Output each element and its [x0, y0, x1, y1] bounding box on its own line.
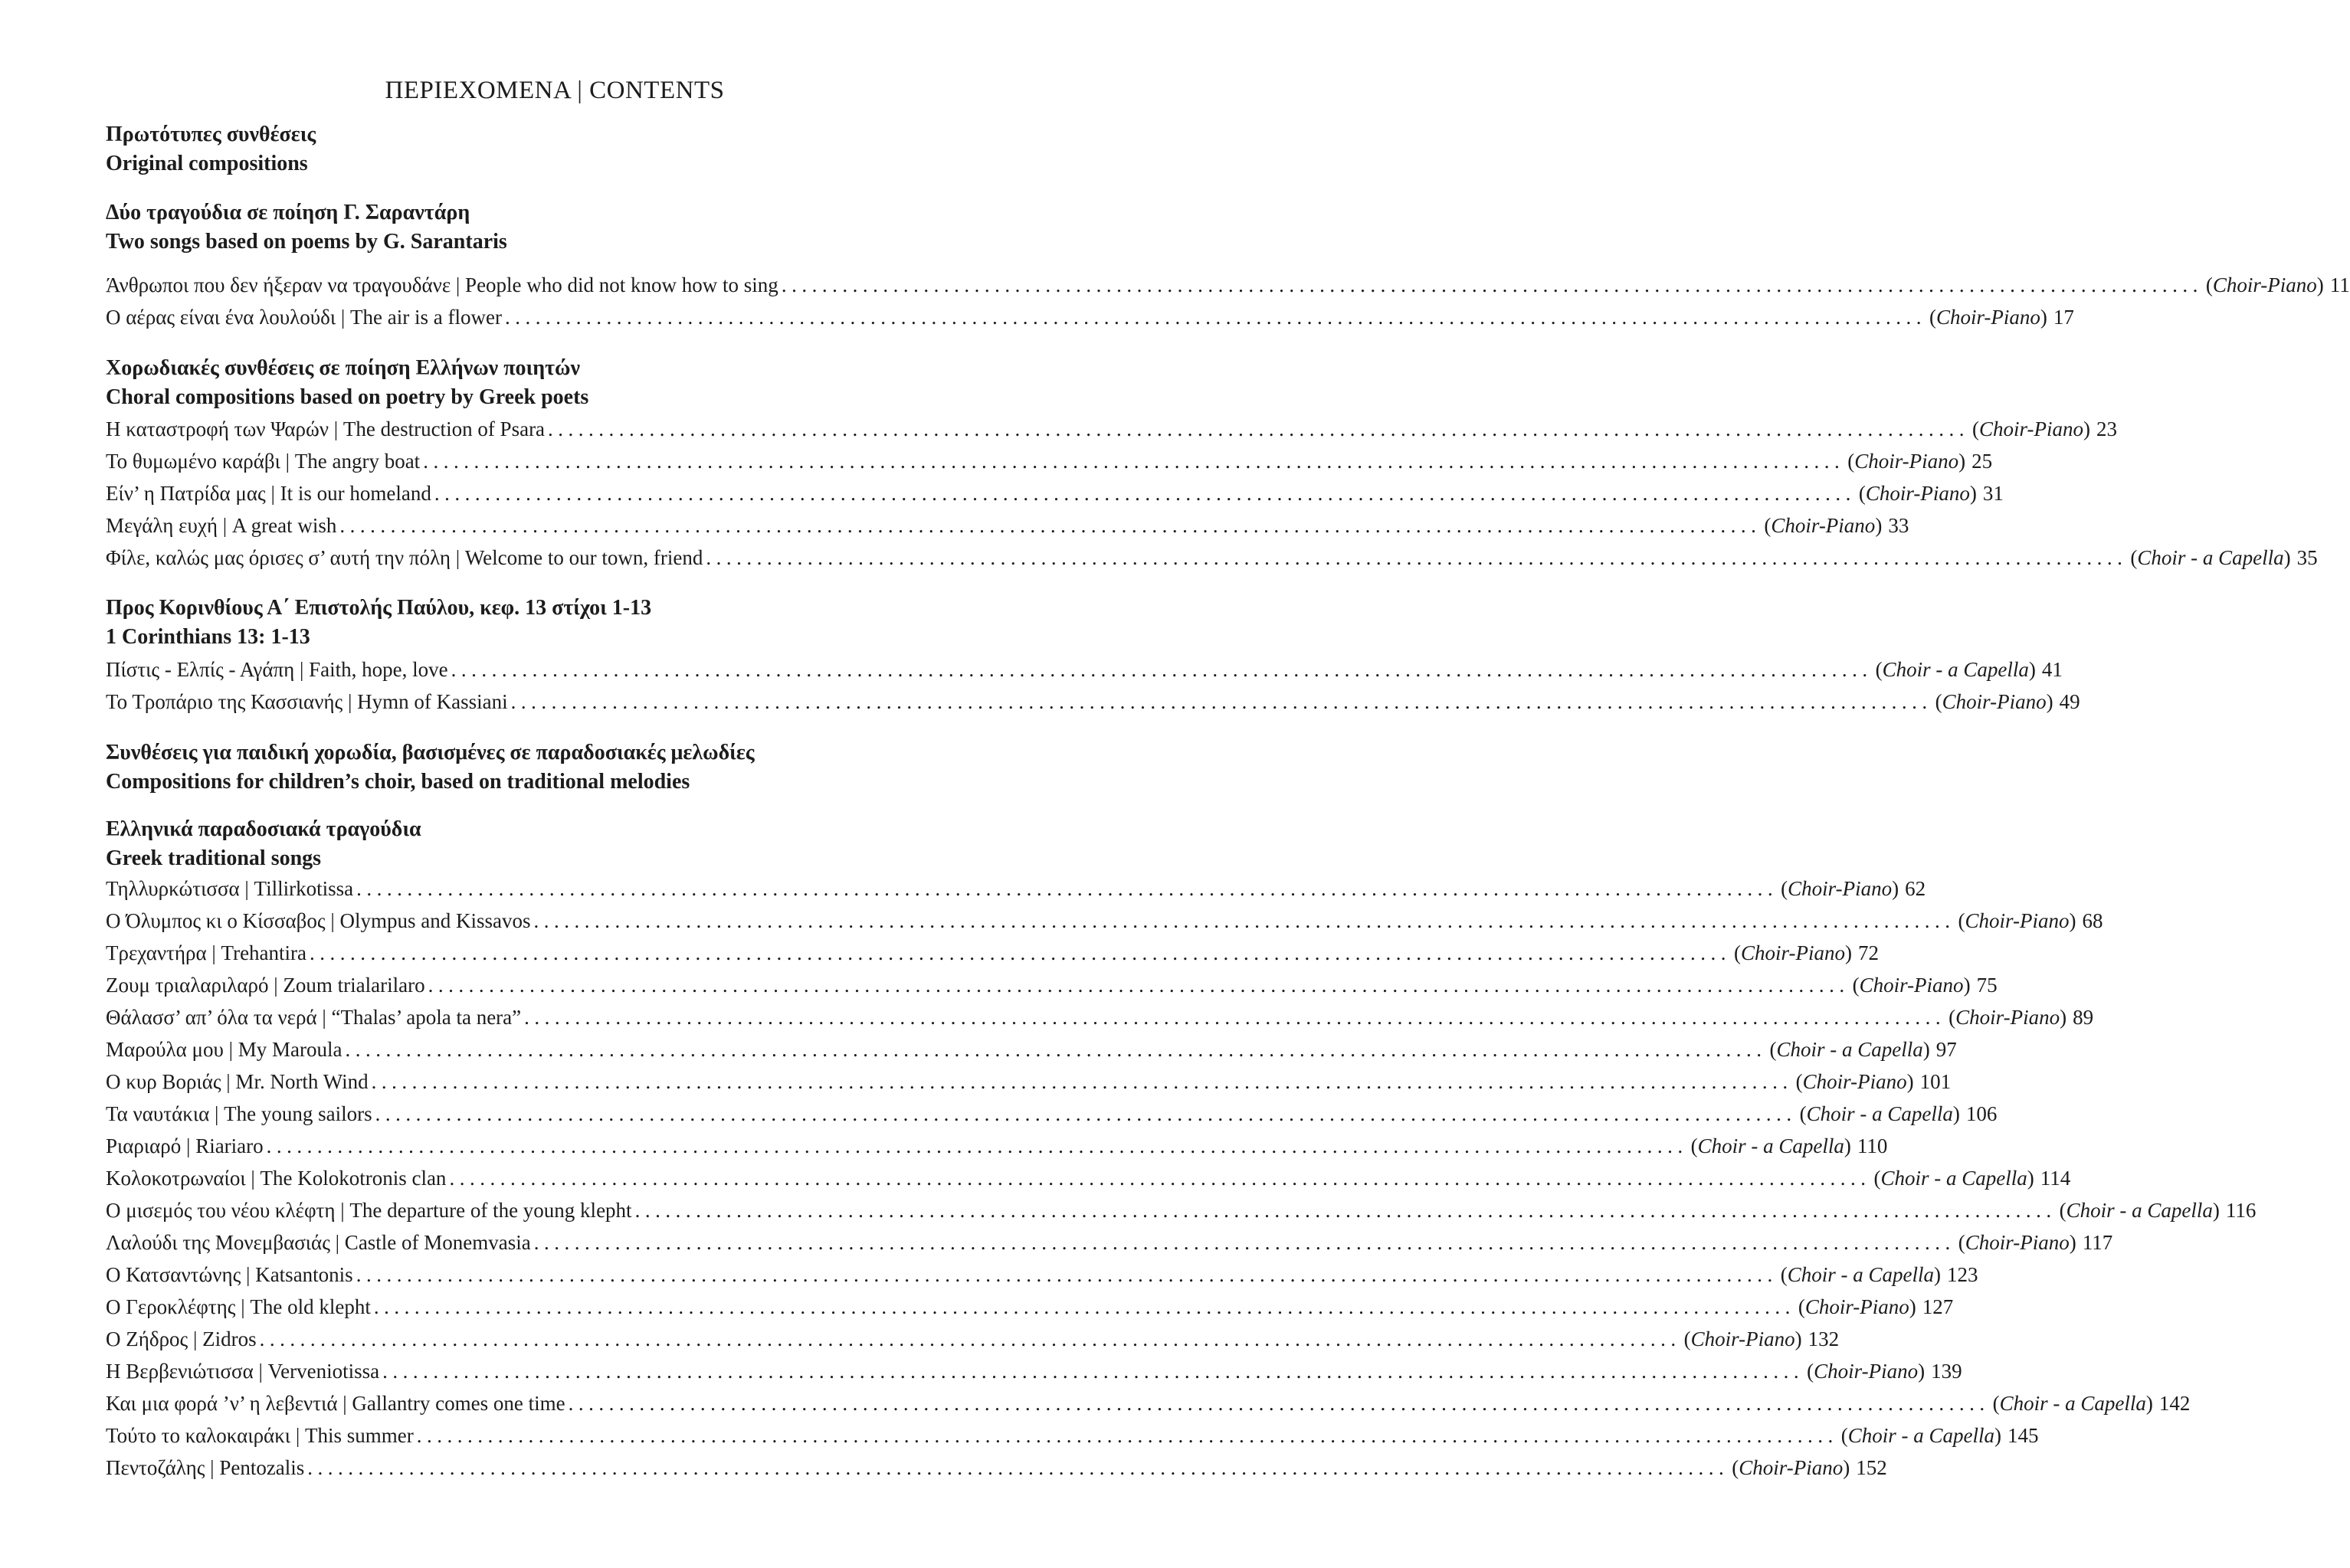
entry-instrumentation: (Choir - a Capella)	[1690, 1134, 1851, 1157]
toc-entry[interactable]	[106, 1420, 2039, 1451]
entry-page-number: 41	[2041, 658, 2063, 681]
section-heading-english: Two songs based on poems by G. Sarantaris	[106, 230, 507, 254]
toc-entry[interactable]	[106, 905, 2103, 936]
entry-title: Κολοκοτρωναίοι | The Kolokotronis clan	[106, 1167, 447, 1190]
dot-leader: ............................................................................................................................................	[510, 690, 1932, 713]
entry-title: Τρεχαντήρα | Trehantira	[106, 941, 307, 964]
entry-instrumentation: (Choir-Piano)	[1972, 417, 2091, 440]
entry-title: Ο Γεροκλέφτης | The old klepht	[106, 1295, 371, 1318]
entry-page-number: 25	[1971, 450, 1993, 473]
section-heading	[106, 354, 1010, 412]
entry-instrumentation: (Choir - a Capella)	[1799, 1102, 1960, 1125]
entry-instrumentation: (Choir-Piano)	[1683, 1327, 1802, 1350]
toc-entry[interactable]	[106, 1227, 2113, 1258]
toc-entry[interactable]	[106, 1356, 1962, 1386]
entry-instrumentation: (Choir-Piano)	[1807, 1360, 1926, 1383]
entry-title: Ριαριαρό | Riariaro	[106, 1134, 264, 1157]
toc-entry[interactable]	[106, 478, 2004, 509]
entry-page-number: 17	[2053, 306, 2074, 329]
entry-instrumentation: (Choir - a Capella)	[1840, 1424, 2001, 1447]
section-heading	[106, 198, 1010, 257]
dot-leader: ............................................................................................................................................	[339, 514, 1762, 537]
entry-page-number: 75	[1976, 974, 1998, 997]
dot-leader: ............................................................................................................................................	[451, 658, 1873, 681]
entry-title: Ζουμ τριαλαριλαρό | Zoum trialarilaro	[106, 974, 425, 997]
entry-instrumentation: (Choir - a Capella)	[2130, 546, 2291, 569]
section-heading	[106, 815, 1010, 873]
dot-leader: ............................................................................................................................................	[634, 1199, 2057, 1222]
toc-entry[interactable]	[106, 1002, 2094, 1033]
toc-entry[interactable]	[106, 542, 2318, 573]
toc-entry[interactable]	[106, 510, 1909, 541]
entry-title: Ο Όλυμπος κι ο Κίσσαβος | Olympus and Kissavos	[106, 909, 531, 932]
toc-entry[interactable]	[106, 1066, 1952, 1097]
entry-page-number: 117	[2082, 1231, 2113, 1254]
toc-entry[interactable]	[106, 414, 2118, 444]
section-heading-greek: Προς Κορινθίους Α΄ Επιστολής Παύλου, κεφ. 13 στίχοι 1-13	[106, 596, 652, 620]
section-heading-english: Original compositions	[106, 152, 308, 175]
dot-leader: ............................................................................................................................................	[266, 1134, 1688, 1157]
toc-entry[interactable]	[106, 1291, 1954, 1322]
entry-title: Λαλούδι της Μονεμβασιάς | Castle of Monemvasia	[106, 1231, 531, 1254]
entry-page-number: 116	[2225, 1199, 2257, 1222]
toc-entry[interactable]	[106, 1388, 2191, 1419]
entry-title: Τηλλυρκώτισσα | Tillirkotissa	[106, 877, 354, 900]
entry-instrumentation: (Choir - a Capella)	[1780, 1263, 1941, 1286]
entry-instrumentation: (Choir-Piano)	[1935, 690, 2053, 713]
entry-page-number: 127	[1922, 1295, 1954, 1318]
entry-title: Το Τροπάριο της Κασσιανής | Hymn of Kassiani	[106, 690, 508, 713]
entry-instrumentation: (Choir-Piano)	[2205, 273, 2324, 296]
section-heading-greek: Ελληνικά παραδοσιακά τραγούδια	[106, 817, 421, 841]
toc-entry[interactable]	[106, 1324, 1840, 1354]
dot-leader: ............................................................................................................................................	[428, 974, 1850, 997]
entry-instrumentation: (Choir - a Capella)	[1992, 1392, 2153, 1415]
dot-leader: ............................................................................................................................................	[548, 417, 1970, 440]
section-heading	[106, 738, 1010, 797]
dot-leader: ............................................................................................................................................	[371, 1070, 1793, 1093]
entry-page-number: 35	[2296, 546, 2318, 569]
entry-instrumentation: (Choir-Piano)	[1847, 450, 1966, 473]
toc-entry[interactable]	[106, 1195, 2257, 1226]
entry-title: Τούτο το καλοκαιράκι | This summer	[106, 1424, 414, 1447]
entry-page-number: 49	[2059, 690, 2080, 713]
entry-page-number: 132	[1808, 1327, 1840, 1350]
toc-entry[interactable]	[106, 1034, 1957, 1065]
entry-page-number: 145	[2007, 1424, 2039, 1447]
entry-title: Πίστις - Ελπίς - Αγάπη | Faith, hope, love	[106, 658, 448, 681]
entry-title: Θάλασσ’ απ’ όλα τα νερά | “Thalas’ apola ta nera”	[106, 1006, 522, 1029]
dot-leader: ............................................................................................................................................	[259, 1327, 1681, 1350]
section-heading-greek: Συνθέσεις για παιδική χορωδία, βασισμένες σε παραδοσιακές μελωδίες	[106, 741, 755, 764]
entry-page-number: 123	[1946, 1263, 1978, 1286]
entry-title: Φίλε, καλώς μας όρισες σ’ αυτή την πόλη | Welcome to our town, friend	[106, 546, 703, 569]
dot-leader: ............................................................................................................................................	[434, 482, 1856, 505]
entry-page-number: 62	[1905, 877, 1926, 900]
dot-leader: ............................................................................................................................................	[307, 1456, 1729, 1479]
entry-instrumentation: (Choir-Piano)	[1929, 306, 2047, 329]
entry-title: Είν’ η Πατρίδα μας | It is our homeland	[106, 482, 431, 505]
dot-leader: ............................................................................................................................................	[375, 1102, 1797, 1125]
entry-page-number: 114	[2040, 1167, 2071, 1190]
section-heading-greek: Χορωδιακές συνθέσεις σε ποίηση Ελλήνων ποιητών	[106, 356, 580, 380]
entry-page-number: 68	[2082, 909, 2103, 932]
entry-page-number: 72	[1858, 941, 1879, 964]
toc-entry[interactable]	[106, 654, 2063, 685]
entry-page-number: 33	[1888, 514, 1909, 537]
dot-leader: ............................................................................................................................................	[356, 1263, 1778, 1286]
entry-title: Τα ναυτάκια | The young sailors	[106, 1102, 372, 1125]
entry-title: Η Βερβενιώτισσα | Verveniotissa	[106, 1360, 380, 1383]
entry-page-number: 142	[2158, 1392, 2191, 1415]
entry-instrumentation: (Choir - a Capella)	[1875, 658, 2036, 681]
entry-title: Και μια φορά ’ν’ η λεβεντιά | Gallantry comes one time	[106, 1392, 565, 1415]
dot-leader: ............................................................................................................................................	[345, 1038, 1767, 1061]
entry-title: Άνθρωποι που δεν ήξεραν να τραγουδάνε | People who did not know how to sing	[106, 273, 778, 296]
section-heading-english: Choral compositions based on poetry by Greek poets	[106, 385, 589, 409]
entry-page-number: 139	[1931, 1360, 1962, 1383]
dot-leader: ............................................................................................................................................	[533, 909, 1955, 932]
entry-instrumentation: (Choir-Piano)	[1795, 1070, 1914, 1093]
dot-leader: ............................................................................................................................................	[449, 1167, 1871, 1190]
entry-instrumentation: (Choir-Piano)	[1781, 877, 1899, 900]
entry-page-number: 11	[2329, 273, 2350, 296]
toc-entry[interactable]	[106, 1098, 1998, 1129]
toc-entry[interactable]	[106, 970, 1998, 1000]
dot-leader: ............................................................................................................................................	[423, 450, 1845, 473]
entry-title: Το θυμωμένο καράβι | The angry boat	[106, 450, 421, 473]
entry-title: Ο μισεμός του νέου κλέφτη | The departure of the young klepht	[106, 1199, 632, 1222]
entry-page-number: 110	[1857, 1134, 1888, 1157]
entry-instrumentation: (Choir - a Capella)	[2059, 1199, 2220, 1222]
entry-page-number: 89	[2073, 1006, 2094, 1029]
section-heading-greek: Δύο τραγούδια σε ποίηση Γ. Σαραντάρη	[106, 201, 470, 224]
page-title: ΠΕΡΙΕΧΟΜΕΝΑ | CONTENTS	[385, 77, 725, 104]
entry-title: Μαρούλα μου | My Maroula	[106, 1038, 343, 1061]
entry-title: Η καταστροφή των Ψαρών | The destruction of Psara	[106, 417, 546, 440]
dot-leader: ............................................................................................................................................	[310, 941, 1732, 964]
entry-page-number: 152	[1856, 1456, 1887, 1479]
entry-instrumentation: (Choir-Piano)	[1852, 974, 1971, 997]
entry-page-number: 106	[1965, 1102, 1998, 1125]
toc-entry[interactable]	[106, 1163, 2071, 1193]
section-heading-english: Compositions for children’s choir, based on traditional melodies	[106, 770, 690, 794]
section-heading-english: 1 Corinthians 13: 1-13	[106, 625, 310, 649]
toc-entry[interactable]	[106, 1452, 1887, 1483]
dot-leader: ............................................................................................................................................	[781, 273, 2203, 296]
entry-title: Ο αέρας είναι ένα λουλούδι | The air is a flower	[106, 306, 502, 329]
entry-instrumentation: (Choir-Piano)	[1949, 1006, 2067, 1029]
toc-entry[interactable]	[106, 873, 1926, 904]
entry-title: Πεντοζάλης | Pentozalis	[106, 1456, 305, 1479]
dot-leader: ............................................................................................................................................	[533, 1231, 1955, 1254]
dot-leader: ............................................................................................................................................	[373, 1295, 1795, 1318]
entry-page-number: 97	[1935, 1038, 1957, 1061]
toc-entry[interactable]	[106, 302, 2074, 332]
dot-leader: ............................................................................................................................................	[504, 306, 1926, 329]
entry-page-number: 23	[2096, 417, 2118, 440]
section-heading	[106, 120, 1010, 178]
entry-title: Ο Ζήδρος | Zidros	[106, 1327, 257, 1350]
entry-instrumentation: (Choir-Piano)	[1958, 1231, 2076, 1254]
entry-page-number: 31	[1982, 482, 2004, 505]
dot-leader: ............................................................................................................................................	[524, 1006, 1946, 1029]
entry-title: Ο Κατσαντώνης | Katsantonis	[106, 1263, 353, 1286]
dot-leader: ............................................................................................................................................	[416, 1424, 1838, 1447]
entry-title: Μεγάλη ευχή | A great wish	[106, 514, 337, 537]
entry-instrumentation: (Choir-Piano)	[1858, 482, 1977, 505]
entry-instrumentation: (Choir-Piano)	[1732, 1456, 1850, 1479]
section-heading-greek: Πρωτότυπες συνθέσεις	[106, 123, 316, 146]
entry-instrumentation: (Choir-Piano)	[1958, 909, 2076, 932]
toc-entry[interactable]	[106, 1259, 1978, 1290]
toc-entry[interactable]	[106, 938, 1879, 968]
dot-leader: ............................................................................................................................................	[356, 877, 1778, 900]
dot-leader: ............................................................................................................................................	[568, 1392, 1990, 1415]
entry-instrumentation: (Choir - a Capella)	[1769, 1038, 1930, 1061]
toc-entry[interactable]	[106, 1131, 1888, 1161]
section-heading-english: Greek traditional songs	[106, 846, 322, 870]
entry-instrumentation: (Choir-Piano)	[1798, 1295, 1916, 1318]
toc-entry[interactable]	[106, 446, 1993, 476]
dot-leader: ............................................................................................................................................	[706, 546, 2128, 569]
entry-instrumentation: (Choir - a Capella)	[1873, 1167, 2034, 1190]
toc-entry[interactable]	[106, 686, 2080, 717]
entry-instrumentation: (Choir-Piano)	[1764, 514, 1883, 537]
section-heading	[106, 594, 1010, 652]
entry-instrumentation: (Choir-Piano)	[1734, 941, 1852, 964]
toc-entry[interactable]	[106, 270, 2350, 300]
dot-leader: ............................................................................................................................................	[382, 1360, 1804, 1383]
entry-page-number: 101	[1919, 1070, 1952, 1093]
entry-title: Ο κυρ Βοριάς | Mr. North Wind	[106, 1070, 369, 1093]
